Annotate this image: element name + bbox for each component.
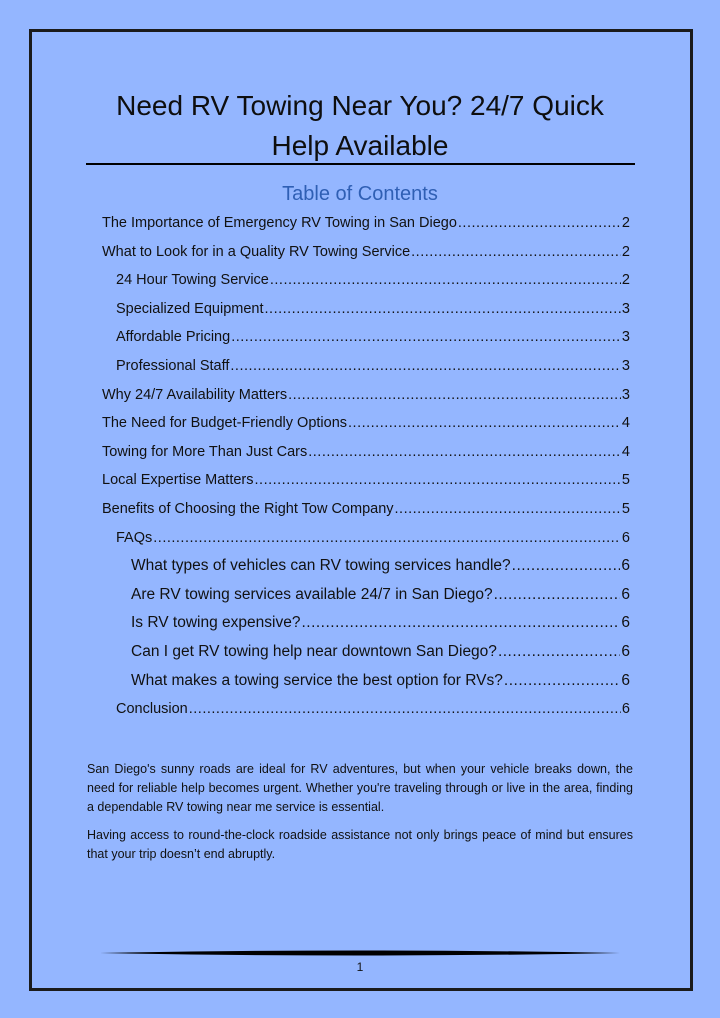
toc-entry[interactable] [116,695,630,723]
toc-entry[interactable] [102,381,630,409]
toc-dot-leader [411,238,621,266]
toc-entry[interactable] [102,409,630,437]
toc-entry-page: 4 [621,443,630,460]
toc-dot-leader [153,524,621,552]
toc-entry-title: What makes a towing service the best option for RVs? [131,671,503,689]
toc-entry[interactable] [131,667,630,695]
toc-entry-page: 4 [621,415,630,432]
toc-entry[interactable] [102,495,630,523]
intro-paragraph: San Diego's sunny roads are ideal for RV adventures, but when your vehicle breaks down, the need for reliable help becomes urgent. Whether you're traveling through or live in the area, finding a dependable RV towing near me service is essential. [87,762,633,814]
title-line-1: Need RV Towing Near You? 24/7 Quick [116,90,604,121]
toc-entry-page: 5 [621,501,630,517]
toc-dot-leader [230,352,621,380]
toc-entry-page: 3 [621,300,630,317]
toc-dot-leader [494,581,621,609]
toc-entry-page: 6 [621,585,630,603]
toc-entry-page: 6 [621,557,630,575]
toc-entry-title: Conclusion [116,701,188,718]
toc-entry-page: 5 [621,472,630,489]
document-title [0,86,720,166]
toc-dot-leader [504,667,620,695]
toc-entry-title: The Need for Budget-Friendly Options [102,415,348,432]
footer-divider [100,946,620,960]
toc-entry[interactable] [116,323,630,351]
toc-entry-title: Can I get RV towing help near downtown San Diego? [131,643,497,660]
toc-entry-page: 6 [621,671,630,689]
toc-entry-title: Affordable Pricing [116,329,231,346]
toc-entry[interactable] [102,238,630,266]
toc-entry[interactable] [116,295,630,323]
toc-entry[interactable] [116,524,630,552]
toc-entry-title: Professional Staff [116,358,230,374]
toc-dot-leader [308,438,621,466]
toc-entry-page: 2 [621,215,630,231]
toc-dot-leader [265,295,621,323]
toc-entry-page: 6 [621,701,630,718]
second-paragraph: Having access to round-the-clock roadside assistance not only brings peace of mind but ensures that your trip doesn’t end abruptly. [87,828,633,861]
toc-dot-leader [270,266,621,294]
toc-entry-title: Local Expertise Matters [102,472,254,489]
toc-entry-title: Specialized Equipment [116,300,264,317]
toc-entry-title: Are RV towing services available 24/7 in San Diego? [131,585,493,603]
toc-entry-title: What to Look for in a Quality RV Towing Service [102,243,411,260]
toc-entry-page: 6 [621,614,630,632]
toc-entry-page: 3 [621,386,630,403]
toc-entry[interactable] [131,609,630,637]
toc-entry[interactable] [102,466,630,494]
toc-dot-leader [458,209,621,237]
toc-entry-page: 2 [621,243,630,260]
toc-dot-leader [288,381,621,409]
toc-entry-title: Why 24/7 Availability Matters [102,386,288,403]
toc-entry-title: The Importance of Emergency RV Towing in San Diego [102,215,457,231]
toc-entry-title: What types of vehicles can RV towing services handle? [131,557,511,575]
toc-entry-page: 6 [621,643,630,660]
toc-dot-leader [301,609,620,637]
toc-entry-page: 3 [621,329,630,346]
toc-entry[interactable] [131,581,630,609]
toc-entry-page: 6 [621,529,630,546]
toc-entry[interactable] [116,266,630,294]
toc-dot-leader [189,695,621,723]
toc-entry[interactable] [102,438,630,466]
toc-entry-page: 2 [621,272,630,289]
toc-entry-title: Is RV towing expensive? [131,614,301,632]
toc-entry[interactable] [102,209,630,237]
toc-heading: Table of Contents [282,183,438,205]
toc-entry-title: FAQs [116,529,153,546]
toc-dot-leader [348,409,621,437]
title-line-2: Help Available [271,130,449,161]
toc-entry-title: Towing for More Than Just Cars [102,443,308,460]
toc-dot-leader [231,323,621,351]
toc-dot-leader [498,638,620,666]
toc-dot-leader [512,552,621,580]
toc-entry[interactable] [131,638,630,666]
toc-dot-leader [395,495,621,523]
toc-entry[interactable] [131,552,630,580]
toc-entry[interactable] [116,352,630,380]
title-divider [86,163,635,165]
toc-entry-page: 3 [621,358,630,374]
toc-entry-title: Benefits of Choosing the Right Tow Company [102,501,394,517]
toc-entry-title: 24 Hour Towing Service [116,272,269,289]
page-number: 1 [356,960,364,974]
toc-dot-leader [255,466,621,494]
